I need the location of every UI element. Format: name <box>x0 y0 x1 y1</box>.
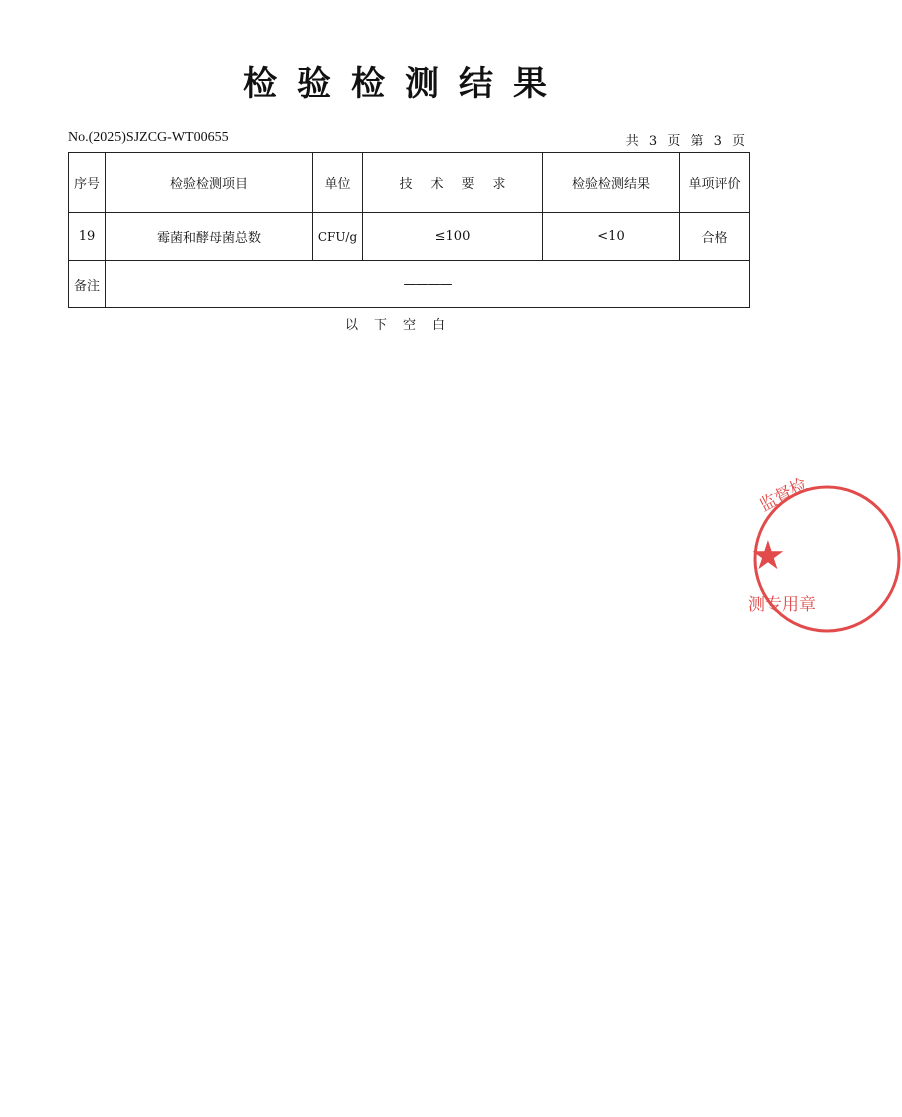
table-header-row <box>69 153 750 213</box>
table-row <box>69 213 750 261</box>
remark-label: 备注 <box>69 261 106 308</box>
seal-star-icon: ★ <box>750 533 786 579</box>
remark-value <box>106 261 750 308</box>
remark-row <box>69 261 750 308</box>
cell-evaluation: 合格 <box>680 213 750 261</box>
header-unit: 单位 <box>313 153 363 213</box>
header-evaluation: 单项评价 <box>680 153 750 213</box>
cell-unit: CFU/g <box>313 213 363 261</box>
official-seal <box>748 474 902 634</box>
header-requirement: 技术要求 <box>363 153 543 213</box>
report-number: No.(2025)SJZCG-WT00655 <box>68 130 229 145</box>
seal-text-top: 监督检 <box>756 474 811 517</box>
meta-row <box>68 130 748 150</box>
header-seq: 序号 <box>69 153 106 213</box>
page-count: 共 3 页 第 3 页 <box>625 134 748 149</box>
cell-requirement: ≤100 <box>363 213 543 261</box>
cell-item: 霉菌和酵母菌总数 <box>106 213 313 261</box>
result-table <box>68 152 750 308</box>
cell-seq: 19 <box>69 213 106 261</box>
header-result: 检验检测结果 <box>543 153 680 213</box>
seal-text-bottom: 测专用章 <box>748 595 816 615</box>
end-note: 以下空白 <box>344 318 461 333</box>
remark-dash: ———— <box>403 276 452 292</box>
page-title: 检验检测结果 <box>243 64 567 104</box>
header-item: 检验检测项目 <box>106 153 313 213</box>
cell-result: <10 <box>543 213 680 261</box>
